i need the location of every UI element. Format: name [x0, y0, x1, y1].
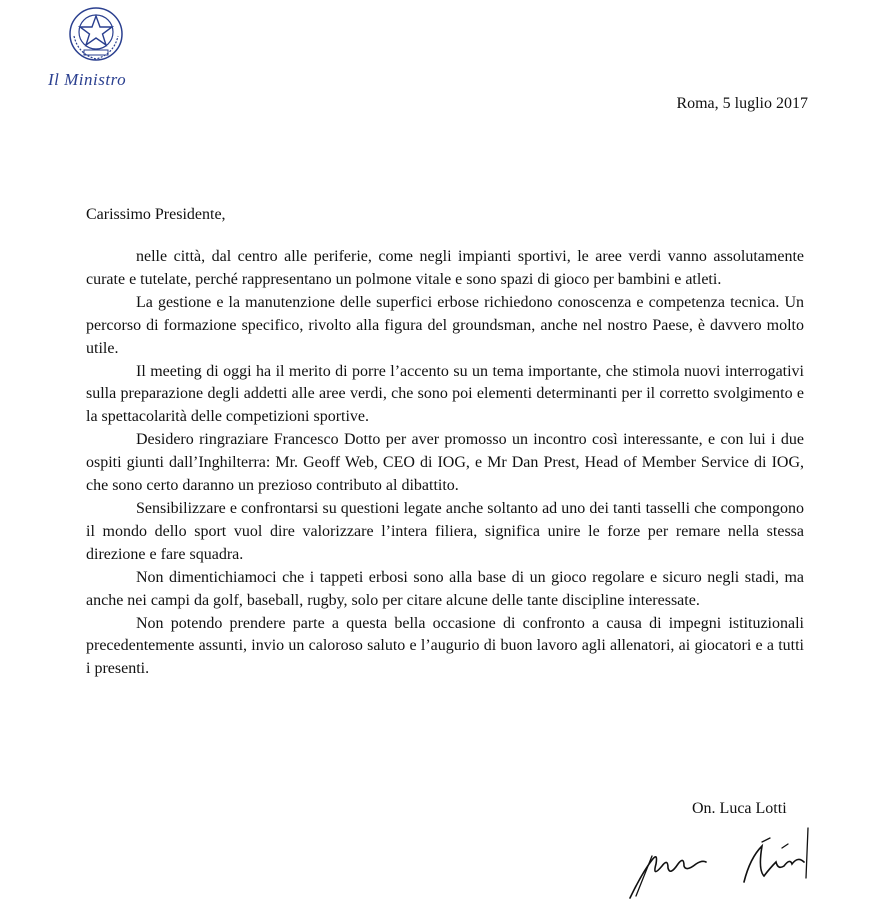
italian-republic-emblem-icon — [68, 6, 124, 62]
paragraph: La gestione e la manutenzione delle superfici erbose richiedono conoscenza e competenza tecnica. Un percorso di formazione specifico, rivolto alla figura del groundsman, anche nel nostro Paese, è davvero molto utile. — [86, 293, 804, 357]
handwritten-signature-icon — [612, 818, 812, 900]
letter-salutation: Carissimo Presidente, — [86, 206, 226, 223]
paragraph: Non dimentichiamoci che i tappeti erbosi sono alla base di un gioco regolare e sicuro negli stadi, ma anche nei campi da golf, baseball, rugby, solo per citare alcune delle tante discipline interessate. — [86, 568, 804, 609]
signer-name: On. Luca Lotti — [692, 800, 787, 817]
letterhead-office-title: Il Ministro — [48, 70, 127, 89]
paragraph: Desidero ringraziare Francesco Dotto per aver promosso un incontro così interessante, e con lui i due ospiti giunti dall’Inghilterra: Mr. Geoff Web, CEO di IOG, e Mr Dan Prest, Head of Member Service di IOG, che sono certo daranno un prezioso contributo al dibattito. — [86, 431, 804, 495]
paragraph: Sensibilizzare e confrontarsi su questioni legate anche soltanto ad uno dei tanti tasselli che compongono il mondo dello sport vuol dire valorizzare l’intera filiera, significa unire le forze per remare nella stessa direzione e fare squadra. — [86, 499, 804, 563]
letter-date: Roma, 5 luglio 2017 — [676, 95, 808, 112]
paragraph: Il meeting di oggi ha il merito di porre l’accento su un tema importante, che stimola nuovi interrogativi sulla preparazione degli addetti alle aree verdi, che sono poi elementi determinanti per il corretto svolgimento e la spettacolarità delle competizioni sportive. — [86, 362, 804, 426]
paragraph: Non potendo prendere parte a questa bella occasione di confronto a causa di impegni istituzionali precedentemente assunti, invio un caloroso saluto e l’augurio di buon lavoro agli allenatori, ai giocatori e a tutti i presenti. — [86, 614, 804, 678]
paragraph: nelle città, dal centro alle periferie, come negli impianti sportivi, le aree verdi vanno assolutamente curate e tutelate, perché rappresentano un polmone vitale e sono spazi di gioco per bambini e atleti. — [86, 248, 804, 288]
letter-body — [86, 246, 804, 681]
